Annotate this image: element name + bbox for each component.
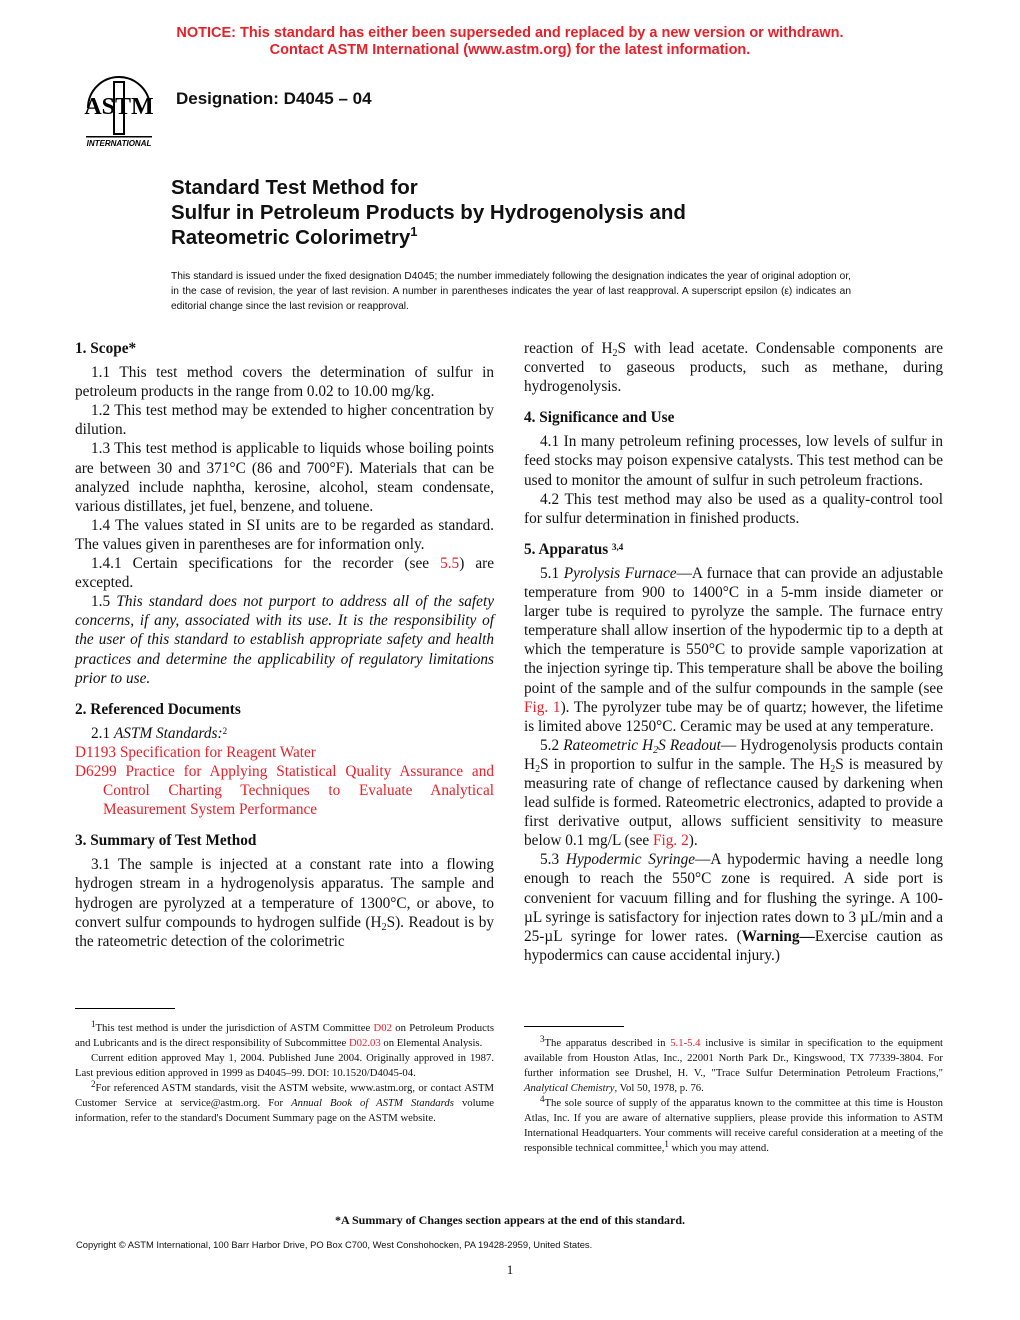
copyright: Copyright © ASTM International, 100 Barr Harbor Drive, PO Box C700, West Conshohocken, PA 19428-2959, United States. (76, 1239, 593, 1250)
footnote-1-edition: Current edition approved May 1, 2004. Published June 2004. Originally approved in 1987. Last previous edition approved in 1999 as D4045–99. DOI: 10.1520/D4045-04. (75, 1052, 494, 1079)
title-line-2: Sulfur in Petroleum Products by Hydrogenolysis and (171, 201, 686, 224)
footnote-3: $^3$The apparatus described in 5.1-5.4 inclusive is similar in specification to the equipment available from Houston Atlas, Inc., 22001 North Park Dr., Kingswood, TX 77339-3804. For further information see Drushel, H. V., "Trace Sulfur Determination Petroleum Fractions," Analytical Chemistry, Vol 50, 1978, p. 76. (524, 1034, 944, 1094)
ref-title-d1193[interactable]: Specification for Reagent Water (119, 743, 316, 761)
title-line-1: Standard Test Method for (171, 176, 418, 199)
section-5-heading: 5. Apparatus $^{3,4}$ (524, 540, 624, 558)
link-5-5[interactable]: 5.5 (440, 555, 460, 573)
title-line-3: Rateometric Colorimetry (171, 226, 411, 249)
summary-of-changes-note: *A Summary of Changes section appears at the end of this standard. (334, 1213, 686, 1227)
para-4-1: 4.1 In many petroleum refining processes, low levels of sulfur in feed stocks may poison expensive catalysts. This test method can be used to monitor the amount of sulfur in such petroleum fractions. (524, 433, 943, 489)
footnote-4: $^4$The sole source of supply of the apparatus known to the committee at this time is Houston Atlas, Inc. If you are aware of alternative suppliers, please provide this information to ASTM International Headquarters. Your comments will receive careful consideration at a meeting of the responsible technical committee,$^1$ which you may attend. (524, 1094, 943, 1154)
title-footnote-mark: 1 (410, 224, 418, 239)
designation: Designation: D4045 – 04 (176, 89, 372, 108)
para-2-1: 2.1 ASTM Standards:$^2$ (91, 724, 228, 742)
section-1-heading: 1. Scope* (75, 340, 137, 357)
para-3-1: 3.1 The sample is injected at a constant rate into a flowing hydrogen stream in a hydrogenolysis apparatus. The sample and hydrogen are pyrolyzed at a temperature of 1300°C, or above, to convert sulfur compounds to hydrogen sulfide $(H_2S)$. Readout is by the rateometric detection of the colorimetric (75, 856, 494, 950)
para-5-3: 5.3 Hypodermic Syringe—A hypodermic having a needle long enough to reach the 550°C zone is required. A side port is convenient for vacuum filling and for flushing the syringe. A 100-µL syringe is satisfactory for injection rates down to 3 µL/min and a 25-µL syringe for lower rates. (Warning—Exercise caution as hypodermics can cause accidental injury.) (524, 851, 944, 964)
reference-d6299[interactable] (75, 762, 494, 819)
astm-logo (78, 74, 160, 150)
footnote-2: $^2$For referenced ASTM standards, visit the ASTM website, www.astm.org, or contact ASTM Customer Service at service@astm.org. For Annual Book of ASTM Standards volume information, refer to the standard's Document Summary page on the ASTM website. (75, 1079, 495, 1124)
footnote-rule-left (75, 1008, 175, 1009)
footnote-1: $^1$This test method is under the jurisdiction of ASTM Committee D02 on Petroleum Products and Lubricants and is the direct responsibility of Subcommittee D02.03 on Elemental Analysis. (75, 1019, 494, 1049)
ref-code-d1193[interactable]: D1193 (75, 743, 117, 761)
para-1-1: 1.1 This test method covers the determination of sulfur in petroleum products in the range from 0.02 to 10.00 mg/kg. (75, 364, 494, 401)
para-1-3: 1.3 This test method is applicable to liquids whose boiling points are between 30 and 371°C (86 and 700°F). Materials that can be analyzed include naphtha, kerosine, alcohol, steam condensate, various distillates, jet fuel, benzene, and toluene. (75, 440, 494, 515)
link-fig-1[interactable]: Fig. 1 (524, 698, 561, 716)
notice-line-1: NOTICE: This standard has either been superseded and replaced by a new version or withdrawn. (176, 25, 844, 41)
section-4-heading: 4. Significance and Use (524, 409, 675, 427)
section-3-heading: 3. Summary of Test Method (75, 832, 257, 850)
footnotes-left (75, 1021, 494, 1126)
ref-title-d6299[interactable]: Practice for Applying Statistical Quality Assurance and Control Charting Techniques to Evaluate Analytical Measurement System Performance (103, 762, 495, 819)
para-1-2: 1.2 This test method may be extended to higher concentration by dilution. (75, 402, 494, 439)
para-5-1: 5.1 Pyrolysis Furnace—A furnace that can provide an adjustable temperature from 900 to 1400°C in a 5-mm inside diameter or larger tube is required to pyrolyze the sample. The furnace entry temperature shall allow insertion of the hypodermic tip to a depth at which the temperature is 550°C to provide sample vaporization at the injection syringe tip. This temperature shall be above the boiling point of the sample and of the sulfur compounds in the sample (see Fig. 1). The pyrolyzer tube may be of quartz; however, the lifetime is limited above 1250°C. Ceramic may be used at any temperature. (524, 564, 943, 735)
para-1-4-1: 1.4.1 Certain specifications for the recorder (see 5.5) are excepted. (75, 555, 495, 592)
ref-code-d6299[interactable]: D6299 (75, 762, 117, 780)
para-1-4: 1.4 The values stated in SI units are to be regarded as standard. The values given in parentheses are for information only. (75, 516, 494, 553)
intro-paragraph: This standard is issued under the fixed designation D4045; the number immediately following the designation indicates the year of original adoption or, in the case of revision, the year of last revision. A number in parentheses indicates the year of last reapproval. A superscript epsilon (ε) indicates an editorial change since the last revision or reapproval. (171, 271, 851, 312)
link-fig-2[interactable]: Fig. 2 (653, 832, 689, 850)
link-d02[interactable]: D02 (373, 1022, 392, 1034)
para-5-2: 5.2 Rateometric $H_2S$ Readout— Hydrogenolysis products contain $H_2S$ in proportion to sulfur in the sample. The $H_2S$ is measured by measuring rate of change of reflectance caused by darkening when lead sulfide is formed. Rateometric electronics, adapted to provide a first derivative output, allows sufficient sensitivity to measure below 0.1 mg/L (see Fig. 2). (524, 736, 943, 850)
left-column (75, 339, 494, 951)
para-1-5: 1.5 This standard does not purport to address all of the safety concerns, if any, associated with its use. It is the responsibility of the user of this standard to establish appropriate safety and health practices and determine the applicability of regulatory limitations prior to use. (75, 593, 494, 687)
para-3-1-continued: reaction of $H_2S$ with lead acetate. Condensable components are converted to gaseous products, such as methane, during hydrogenolysis. (524, 340, 944, 396)
footnote-rule-right (524, 1026, 624, 1027)
page-number: 1 (506, 1262, 514, 1277)
document-title (171, 175, 686, 250)
logo-text: ASTM (84, 94, 154, 120)
right-column (524, 339, 943, 965)
link-5-1-5-4[interactable]: 5.1-5.4 (670, 1037, 701, 1049)
para-4-2: 4.2 This test method may also be used as a quality-control tool for sulfur determination in finished products. (524, 490, 943, 527)
footnotes-right (524, 1036, 943, 1156)
reference-d1193[interactable] (75, 743, 494, 762)
notice-line-2: Contact ASTM International (www.astm.org) for the latest information. (269, 42, 751, 58)
link-d02-03[interactable]: D02.03 (348, 1037, 381, 1049)
logo-subtext: INTERNATIONAL (86, 139, 152, 148)
section-2-heading: 2. Referenced Documents (75, 700, 241, 718)
